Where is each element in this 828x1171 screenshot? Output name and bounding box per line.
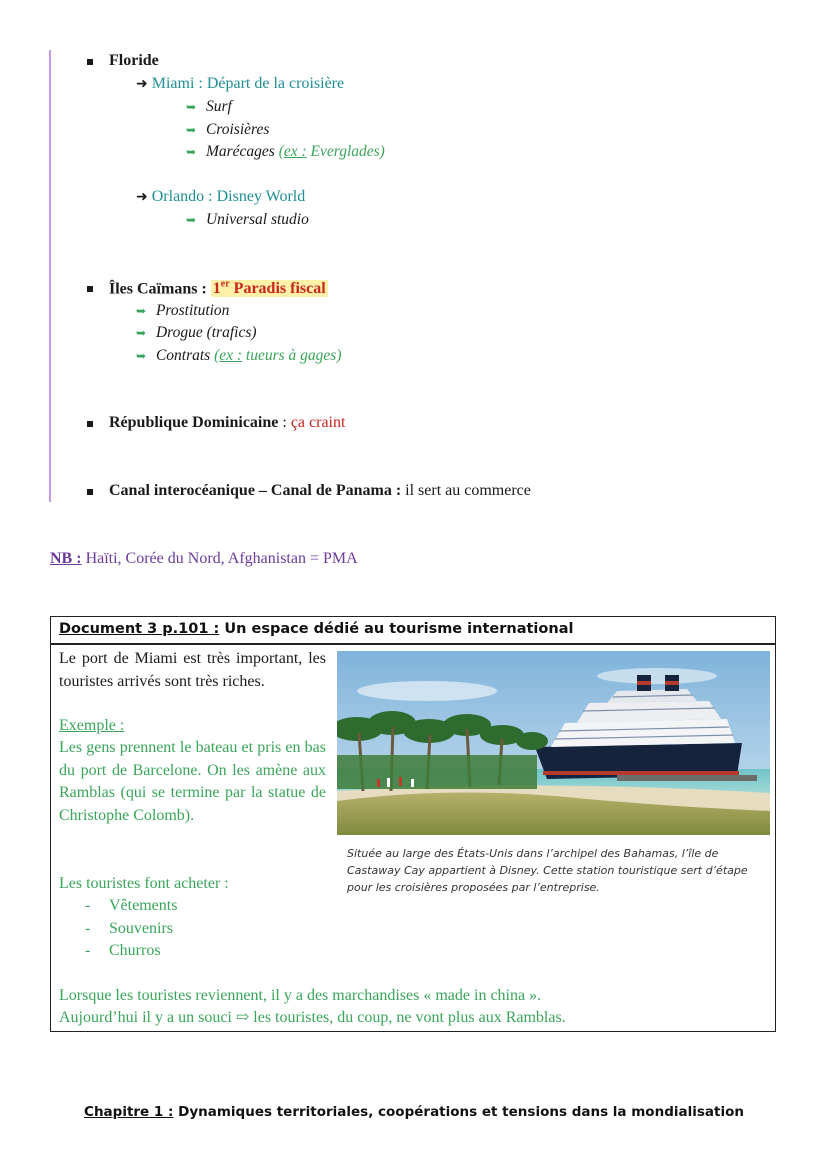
chapter-label: Chapitre 1 :: [84, 1104, 174, 1120]
bullet-square: [87, 59, 93, 65]
conclusion-line-2: Aujourd’hui il y a un souci ⇨ les touristes, du coup, ne vont plus aux Ramblas.: [59, 1009, 566, 1026]
item-drogue: ➥ Drogue (trafics): [136, 324, 257, 341]
hook-arrow-icon: ➥: [186, 100, 197, 114]
conclusion-line-1: Lorsque les touristes reviennent, il y a des marchandises « made in china ».: [59, 987, 542, 1004]
photo-caption: Située au large des États-Unis dans l’archipel des Bahamas, l’île de Castaway Cay appartient à Disney. Cette station touristique sert d’étape pour les croisières proposées par l’entreprise.: [347, 847, 748, 894]
heading-floride: Floride: [109, 52, 159, 69]
document-intro: Le port de Miami est très important, les touristes arrivés sont très riches.: [59, 650, 326, 690]
hook-arrow-icon: ➥: [186, 145, 197, 159]
list-item: - Souvenirs: [59, 918, 177, 941]
hook-arrow-icon: ➥: [186, 123, 197, 137]
list-item: - Vêtements: [59, 895, 177, 918]
item-universal: ➥ Universal studio: [186, 211, 309, 228]
heading-caimans: Îles Caïmans : 1er Paradis fiscal: [109, 279, 326, 298]
miami-label: Miami : Départ de la croisière: [151, 75, 345, 92]
document-title: Document 3 p.101 : Un espace dédié au tourisme international: [59, 621, 574, 637]
item-croisieres: ➥ Croisières: [186, 121, 270, 138]
hook-arrow-icon: ➥: [136, 326, 147, 340]
example-heading: Exemple :: [59, 717, 125, 734]
item-surf: ➥ Surf: [186, 98, 232, 115]
item-prostitution: ➥ Prostitution: [136, 302, 230, 319]
dominicaine-comment: ça craint: [290, 414, 346, 431]
item-marecages: ➥ Marécages (ex : Everglades): [186, 143, 385, 160]
hook-arrow-icon: ➥: [136, 349, 147, 363]
title-divider: [51, 643, 775, 645]
bullet-square: [87, 286, 93, 292]
orlando-label: Orlando : Disney World: [151, 188, 306, 205]
bullet-square: [87, 421, 93, 427]
nb-label: NB :: [50, 550, 82, 567]
nb-note: NB : Haïti, Corée du Nord, Afghanistan = PMA: [50, 550, 358, 567]
chapter-title: Dynamiques territoriales, coopérations et tensions dans la mondialisation: [178, 1104, 744, 1120]
example-label: ex :: [283, 143, 307, 160]
highlight-paradis-fiscal: 1er Paradis fiscal: [212, 279, 326, 298]
chapter-footer: [0, 1104, 828, 1120]
document-box: [50, 616, 776, 1032]
arrow-icon: ➜: [136, 76, 148, 92]
bullet-square: [87, 489, 93, 495]
list-item: - Churros: [59, 940, 177, 963]
cruise-ship-photo: [337, 651, 770, 835]
item-contrats: ➥ Contrats (ex : tueurs à gages): [136, 347, 342, 364]
arrow-icon: ➜: [136, 189, 148, 205]
hook-arrow-icon: ➥: [136, 304, 147, 318]
example-label: ex :: [219, 347, 243, 364]
hook-arrow-icon: ➥: [186, 213, 197, 227]
buy-intro: Les touristes font acheter :: [59, 875, 229, 892]
sub-miami: [136, 75, 344, 93]
heading-dominicaine: République Dominicaine : ça craint: [109, 414, 346, 431]
margin-bar: [49, 50, 51, 502]
heading-canal: Canal interocéanique – Canal de Panama : il sert au commerce: [109, 482, 531, 499]
example-text: Les gens prennent le bateau et pris en bas du port de Barcelone. On les amène aux Ramblas (qui se termine par la statue de Christophe Colomb).: [59, 739, 326, 824]
sub-orlando: [136, 188, 305, 206]
buy-list: [59, 895, 177, 963]
